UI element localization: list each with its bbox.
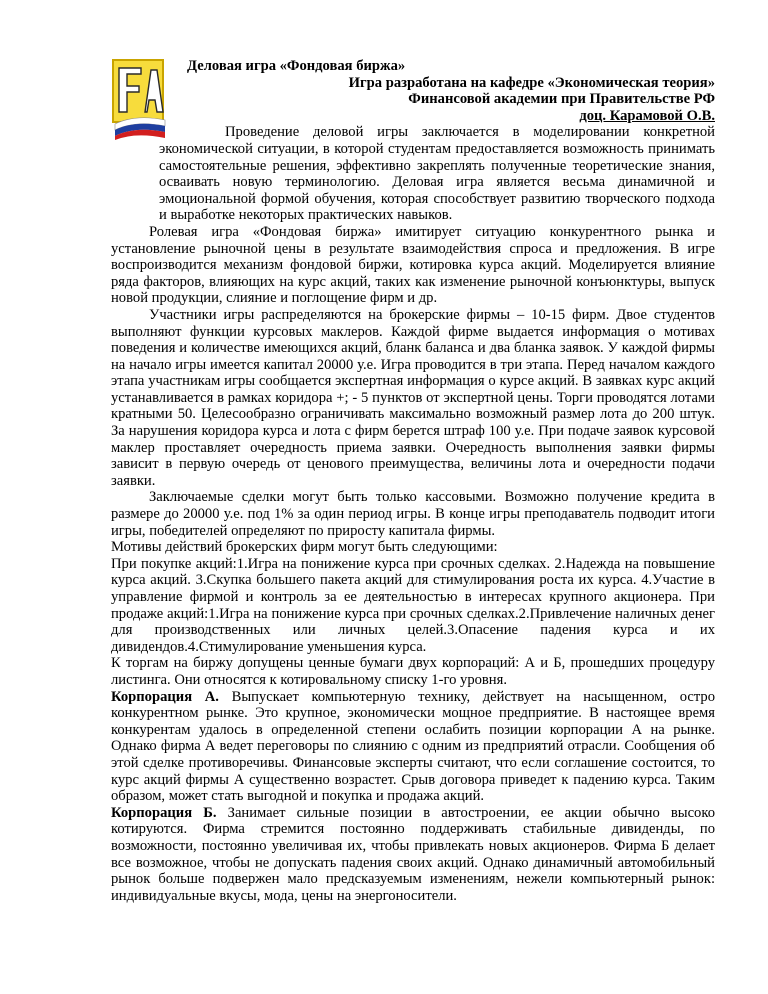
paragraph-corporation-b (111, 805, 715, 905)
paragraph-intro: Проведение деловой игры заключается в моделировании конкретной экономической ситуации, в которой студентам предоставляется возможность принимать самостоятельные решения, эффективно закреплять полученные теоретические знания, осваивать новую терминологию. Деловая игра является весьма динамичной и эмоциональной формой обучения, которая способствует развитию творческого подхода и выработке некоторых практических навыков. (159, 124, 715, 224)
author-line-2: Финансовой академии при Правительстве РФ (408, 91, 715, 108)
document-page (111, 58, 715, 904)
corporation-b-label: Корпорация Б. (111, 804, 217, 821)
paragraph-participants: Участники игры распределяются на брокерские фирмы – 10-15 фирм. Двое студентов выполняют функции курсовых маклеров. Каждой фирме выдается информация о мотивах поведения и количестве имеющихся акций, бланк баланса и два бланка заявок. У каждой фирмы на начало игры имеется капитал 20000 у.е. Игра проводится в три этапа. Перед началом каждого этапа участникам игры сообщается экспертная информация о курсе акций. В заявках курс акций устанавливается в рамках коридора +; - 5 пунктов от экспертной цены. Торги проводятся лотами кратными 50. Целесообразно ограничивать максимально возможный размер лота до 200 штук. За нарушения коридора курса и лота с фирм берется штраф 100 у.е. При подаче заявок курсовой маклер проставляет очередность приема заявки. Очередность выполнения заявки фирмы зависит в первую очередь от ценового преимущества, величины лота и очередности подачи заявки. (111, 306, 715, 489)
corporation-a-text: Выпускает компьютерную технику, действует на насыщенном, остро конкурентном рынке. Это крупное, экономически мощное предприятие. В настоящее время конкурентам удалось в определенной степени ослабить позиции корпорации А на рынке. Однако фирма А ведет переговоры по слиянию с одним из предприятий отрасли. Сообщения об этой сделке противоречивы. Финансовые эксперты считают, что если соглашение состоится, то курс акций фирмы А существенно возрастет. Срыв договора приведет к падению курса. Таким образом, может стать выгодной и покупка и продажа акций. (111, 688, 715, 805)
document-title: Деловая игра «Фондовая биржа» (187, 58, 406, 74)
paragraph-deals: Заключаемые сделки могут быть только кассовыми. Возможно получение кредита в размере до 20000 у.е. под 1% за один период игры. В конце игры преподаватель подводит итоги игры, победителей определяют по приросту капитала фирмы. (111, 489, 715, 539)
paragraph-role-game: Ролевая игра «Фондовая биржа» имитирует ситуацию конкурентного рынка и установление рыночной цены в результате взаимодействия спроса и предложения. В игре воспроизводится механизм фондовой биржи, котировка курса акций. Моделируется влияние ряда факторов, влияющих на курс акций, таких как изменение рыночной конъюнктуры, выпуск новой продукции, слияние и поглощение фирм и др. (111, 223, 715, 307)
paragraph-corporation-a (111, 689, 715, 805)
corporation-b-text: Занимает сильные позиции в автостроении, ее акции обычно высоко котируются. Фирма стремится постоянно поддерживать стабильные дивиденды, по возможности, постоянно увеличивая их, чтобы привлекать новых акционеров. Фирма Б делает все возможное, чтобы не допускать падения своих акций. Однако динамичный автомобильный рынок больше подвержен мало предсказуемым изменениям, нежели компьютерный рынок: индивидуальные вкусы, мода, цены на энергоносители. (111, 804, 715, 904)
paragraph-motives: При покупке акций:1.Игра на понижение курса при срочных сделках. 2.Надежда на повышение курса акций. 3.Скупка большего пакета акций для стимулирования роста их курса. 4.Участие в управление фирмой и контроль за ее деятельностью в интересах крупного акционера. При продаже акций:1.Игра на понижение курса при срочных сделках.2.Привлечение наличных денег для производственных или личных целей.3.Опасение падения курса и их дивидендов.4.Стимулирование уменьшения курса. (111, 555, 715, 655)
author-line-3: доц. Карамовой О.В. (579, 107, 715, 124)
paragraph-listing: К торгам на биржу допущены ценные бумаги двух корпораций: А и Б, прошедших процедуру листинга. Они относятся к котировальному списку 1-го уровня. (111, 655, 715, 688)
paragraph-motives-heading: Мотивы действий брокерских фирм могут быть следующими: (111, 539, 498, 556)
corporation-a-label: Корпорация А. (111, 688, 219, 705)
author-line-1: Игра разработана на кафедре «Экономическая теория» (348, 74, 715, 91)
